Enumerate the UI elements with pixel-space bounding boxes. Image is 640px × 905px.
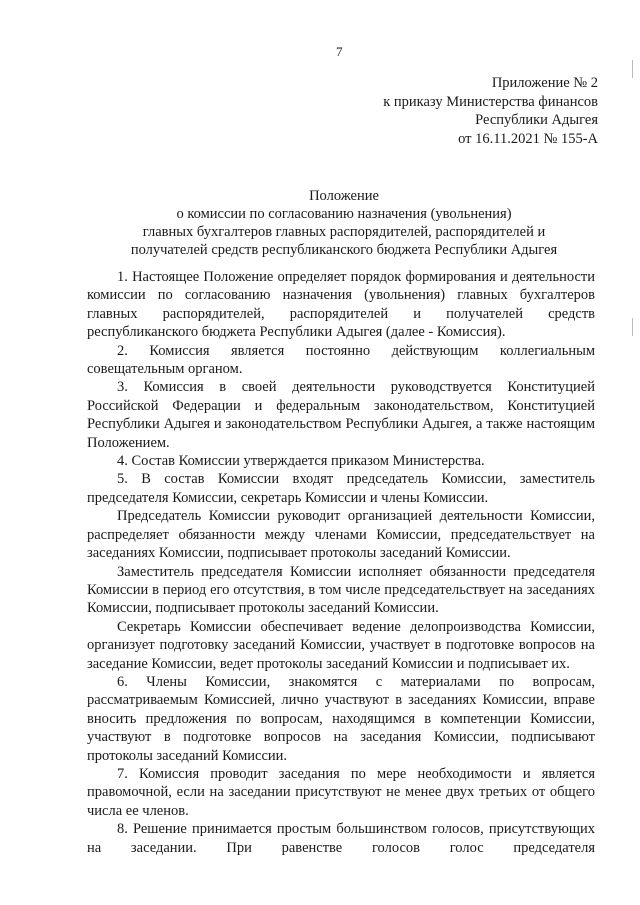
appendix-line: Республики Адыгея [475, 112, 598, 128]
title-line: о комиссии по согласованию назначения (увольнения) [176, 206, 512, 222]
appendix-line: от 16.11.2021 № 155-А [458, 130, 598, 147]
title-line: Положение [309, 188, 379, 204]
paragraph: 7. Комиссия проводит заседания по мере необходимости и является правомочной, если на заседании присутствуют не менее двух третьих от общего числа ее членов. [87, 765, 595, 819]
document-body [87, 268, 595, 857]
paragraph: 2. Комиссия является постоянно действующим коллегиальным совещательным органом. [87, 342, 595, 378]
paragraph: Заместитель председателя Комиссии исполняет обязанности председателя Комиссии в период его отсутствия, в том числе председательствует на заседаниях Комиссии, подписывает протоколы заседаний Комиссии. [87, 563, 595, 617]
paragraph: 1. Настоящее Положение определяет порядок формирования и деятельности комиссии по согласованию назначения (увольнения) главных бухгалтеров главных распорядителей, распорядителей и получателей средств республиканского бюджета Республики Адыгея (далее - Комиссия). [87, 269, 595, 341]
scan-mark [632, 60, 633, 78]
paragraph: Председатель Комиссии руководит организацией деятельности Комиссии, распределяет обязанности между членами Комиссии, председательствует на заседаниях Комиссии, подписывает протоколы заседаний Комиссии. [87, 508, 595, 562]
appendix-line: к приказу Министерства финансов [383, 93, 598, 110]
paragraph: 6. Члены Комиссии, знакомятся с материалами по вопросам, рассматриваемым Комиссией, лично участвуют в заседаниях Комиссии, вправе вносить предложения по вопросам, находящимся в компетенции Комиссии, участвуют в подготовке вопросов на заседания Комиссии, подписывают протоколы заседаний Комиссии. [87, 673, 595, 764]
appendix-line: Приложение № 2 [491, 75, 598, 91]
title-line: получателей средств республиканского бюджета Республики Адыгея [130, 242, 558, 258]
scan-margin-marks [630, 60, 636, 358]
paragraph: 4. Состав Комиссии утверждается приказом Министерства. [117, 453, 485, 470]
paragraph: 5. В состав Комиссии входят председатель Комиссии, заместитель председателя Комиссии, секретарь Комиссии и члены Комиссии. [87, 471, 595, 506]
paragraph: 8. Решение принимается простым большинством голосов, присутствующих на заседании. При равенстве голосов голос председателя [87, 821, 595, 856]
paragraph: Секретарь Комиссии обеспечивает ведение делопроизводства Комиссии, организует подготовку заседаний Комиссии, участвует в подготовке вопросов на заседание Комиссии, ведет протоколы заседаний Комиссии и подписывает их. [87, 618, 595, 672]
appendix-header [383, 74, 598, 148]
page-number: 7 [336, 44, 343, 59]
document-title [84, 187, 604, 259]
scan-mark [632, 318, 633, 336]
paragraph: 3. Комиссия в своей деятельности руководствуется Конституцией Российской Федерации и федеральным законодательством, Конституцией Республики Адыгея и законодательством Республики Адыгея, а также настоящим Положением. [87, 379, 595, 451]
title-line: главных бухгалтеров главных распорядителей, распорядителей и [142, 224, 546, 240]
